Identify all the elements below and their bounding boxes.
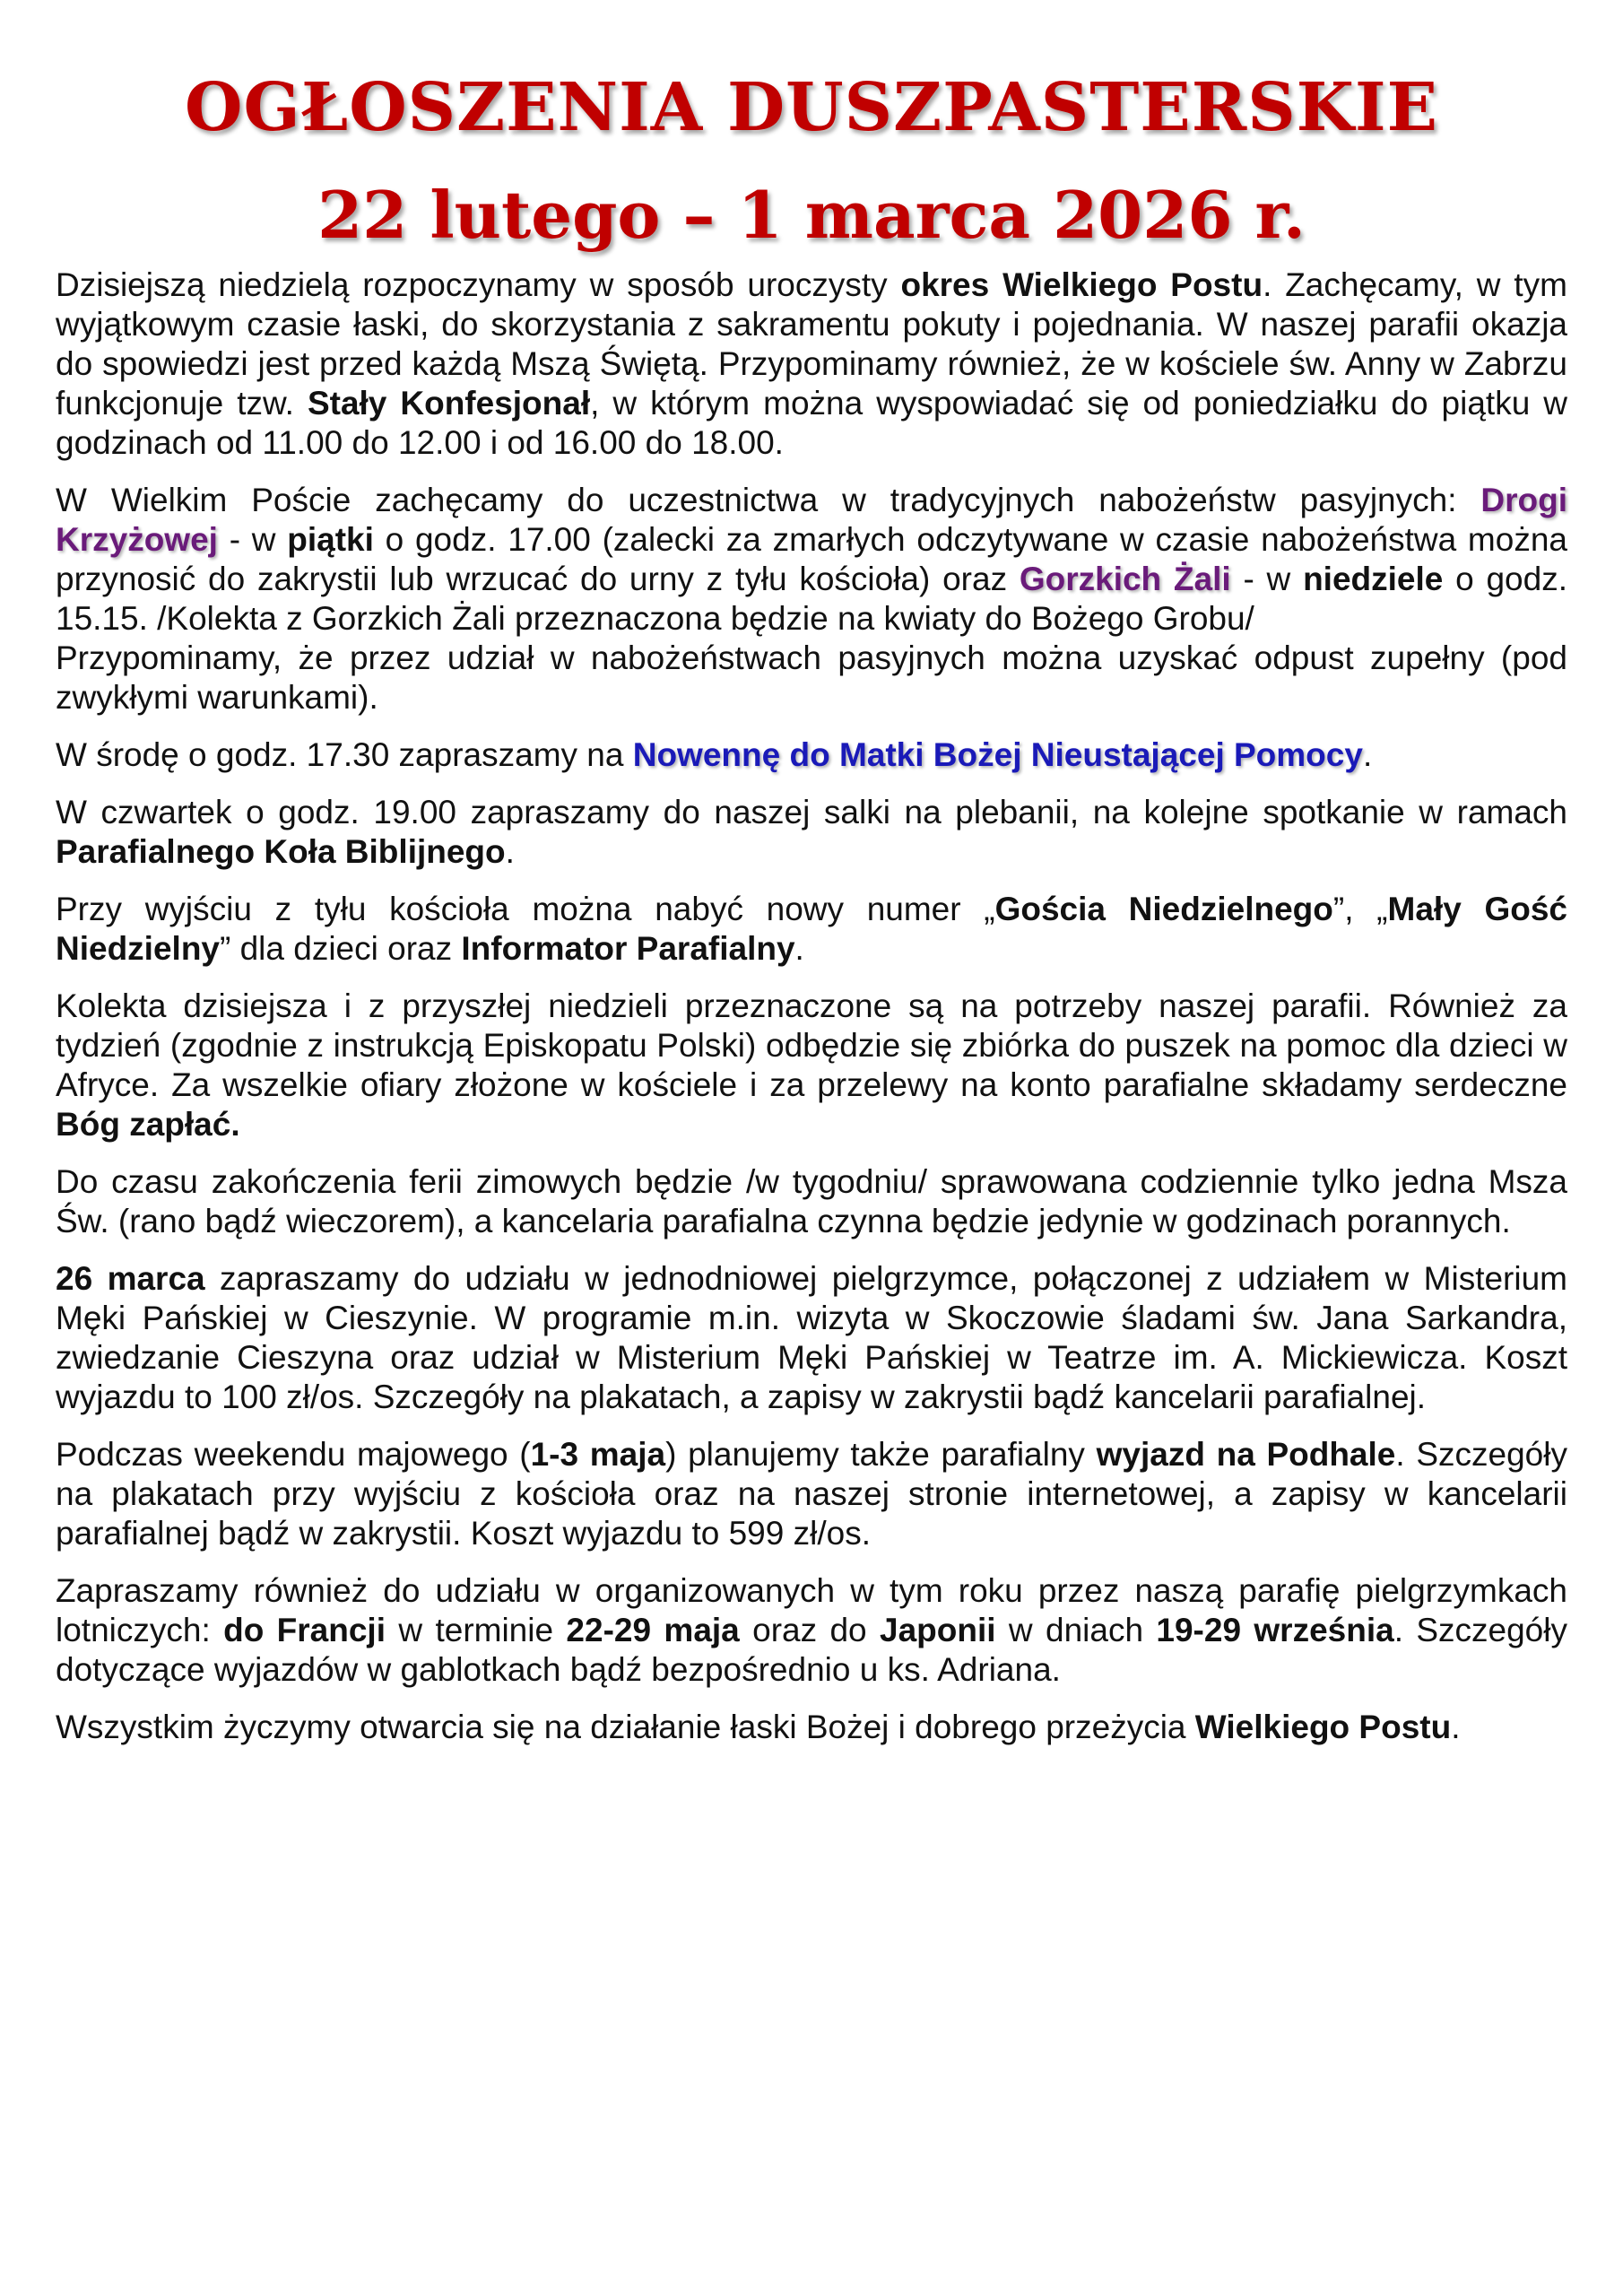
highlighted-text: Gorzkich Żali	[1019, 561, 1231, 597]
announcement-winter-break: Do czasu zakończenia ferii zimowych będzie /w tygodniu/ sprawowana codziennie tylko jedna Msza Św. (rano bądź wieczorem), a kancelaria parafialna czynna będzie jedynie w godzinach porannych.	[56, 1163, 1567, 1239]
bold-text: okres Wielkiego Postu	[900, 266, 1263, 303]
bold-text: Mały Gość Niedzielny	[56, 891, 1568, 967]
announcement-press: Przy wyjściu z tyłu kościoła można nabyć nowy numer „Gościa Niedzielnego”, „Mały Gość Niedzielny” dla dzieci oraz Informator Parafialny.	[56, 891, 1568, 967]
page-title: OGŁOSZENIA DUSZPASTERSKIE	[185, 69, 1438, 146]
announcement-novena: W środę o godz. 17.30 zapraszamy na Nowennę do Matki Bożej Nieustającej Pomocy.	[56, 736, 1373, 773]
announcements-body	[56, 265, 1567, 1765]
announcement-indulgence: Przypominamy, że przez udział w nabożeństwach pasyjnych można uzyskać odpust zupełny (pod zwykłymi warunkami).	[56, 639, 1567, 716]
bold-text: Informator Parafialny	[461, 930, 795, 967]
bold-text: 26 marca	[56, 1260, 205, 1297]
announcement-passion-services: W Wielkim Poście zachęcamy do uczestnictwa w tradycyjnych nabożeństw pasyjnych: Drogi Krzyżowej - w piątki o godz. 17.00 (zalecki za zmarłych odczytywane w czasie nabożeństwa można przynosić do zakrystii lub wrzucać do urny z tyłu kościoła) oraz Gorzkich Żali - w niedziele o godz. 15.15. /Kolekta z Gorzkich Żali przeznaczona będzie na kwiaty do Bożego Grobu/	[56, 482, 1567, 637]
bold-text: Wielkiego Postu	[1194, 1709, 1452, 1745]
announcement-closing-wishes: Wszystkim życzymy otwarcia się na działanie łaski Bożej i dobrego przeżycia Wielkiego Postu.	[56, 1709, 1461, 1745]
bold-text: piątki	[287, 521, 374, 558]
bold-text: Japonii	[880, 1612, 996, 1648]
bold-text: 22-29 maja	[566, 1612, 740, 1648]
announcement-lent-confession: Dzisiejszą niedzielą rozpoczynamy w sposób uroczysty okres Wielkiego Postu. Zachęcamy, w tym wyjątkowym czasie łaski, do skorzystania z sakramentu pokuty i pojednania. W naszej parafii okazja do spowiedzi jest przed każdą Mszą Świętą. Przypominamy również, że w kościele św. Anny w Zabrzu funkcjonuje tzw. Stały Konfesjonał, w którym można wyspowiadać się od poniedziałku do piątku w godzinach od 11.00 do 12.00 i od 16.00 do 18.00.	[56, 266, 1568, 461]
bold-text: do Francji	[223, 1612, 386, 1648]
date-range: 22 lutego – 1 marca 2026 r.	[317, 177, 1306, 253]
announcement-air-pilgrimages: Zapraszamy również do udziału w organizowanych w tym roku przez naszą parafię pielgrzymkach lotniczych: do Francji w terminie 22-29 maja oraz do Japonii w dniach 19-29 września. Szczegóły dotyczące wyjazdów w gablotkach bądź bezpośrednio u ks. Adriana.	[56, 1572, 1567, 1688]
bold-text: wyjazd na Podhale	[1096, 1436, 1396, 1473]
bold-text: niedziele	[1303, 561, 1444, 597]
bold-text: Stały Konfesjonał	[307, 385, 591, 422]
announcement-collection: Kolekta dzisiejsza i z przyszłej niedzieli przeznaczone są na potrzeby naszej parafii. Również za tydzień (zgodnie z instrukcją Episkopatu Polski) odbędzie się zbiórka do puszek na pomoc dla dzieci w Afryce. Za wszelkie ofiary złożone w kościele i za przelewy na konto parafialne składamy serdeczne Bóg zapłać.	[56, 987, 1567, 1143]
highlighted-text: Drogi Krzyżowej	[56, 482, 1567, 558]
highlighted-text: Nowennę do Matki Bożej Nieustającej Pomocy	[632, 736, 1363, 773]
bold-text: Gościa Niedzielnego	[994, 891, 1333, 927]
announcement-cieszyn-pilgrimage: 26 marca zapraszamy do udziału w jednodniowej pielgrzymce, połączonej z udziałem w Misterium Męki Pańskiej w Cieszynie. W programie m.in. wizyta w Skoczowie śladami św. Jana Sarkandra, zwiedzanie Cieszyna oraz udział w Misterium Męki Pańskiej w Teatrze im. A. Mickiewicza. Koszt wyjazdu to 100 zł/os. Szczegóły na plakatach, a zapisy w zakrystii bądź kancelarii parafialnej.	[56, 1260, 1567, 1415]
bold-text: Bóg zapłać.	[56, 1106, 240, 1143]
announcement-podhale-trip: Podczas weekendu majowego (1-3 maja) planujemy także parafialny wyjazd na Podhale. Szczegóły na plakatach przy wyjściu z kościoła oraz na naszej stronie internetowej, a zapisy w kancelarii parafialnej bądź w zakrystii. Koszt wyjazdu to 599 zł/os.	[56, 1436, 1567, 1552]
bold-text: Parafialnego Koła Biblijnego	[56, 833, 506, 870]
bold-text: 19-29 września	[1156, 1612, 1394, 1648]
announcement-bible-circle: W czwartek o godz. 19.00 zapraszamy do naszej salki na plebanii, na kolejne spotkanie w ramach Parafialnego Koła Biblijnego.	[56, 794, 1567, 870]
bold-text: 1-3 maja	[530, 1436, 666, 1473]
